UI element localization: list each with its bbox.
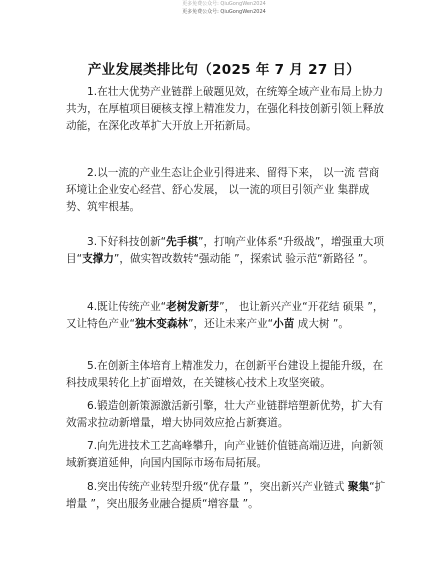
emphasis-text: 小苗 [273, 318, 295, 330]
paragraph-text: 5.在创新主体培育上精准发力，在创新平台建设上提能升级，在科技成果转化上扩面增效，在关键核心技术上攻坚突破。 [66, 360, 384, 389]
paragraph-text: 8.突出传统产业转型升级“优存量 ”，突出新兴产业链式 [87, 481, 348, 493]
emphasis-text: 先手棋 [166, 236, 198, 248]
paragraph-1 [66, 84, 388, 135]
paragraph-7 [66, 438, 388, 472]
paragraph-4 [66, 299, 388, 333]
paragraph-text: ”，做实智改数转“强动能 ”，探索试 验示范“新路径 ”。 [113, 253, 374, 265]
paragraph-2 [66, 165, 388, 216]
paragraph-text: 成大树 ”。 [294, 318, 349, 330]
paragraph-text: 7.向先进技术工艺高峰攀升，向产业链价值链高端迈进，向新领域新赛道延伸，向国内国际市场布局拓展。 [66, 440, 384, 469]
paragraph-text: 3.下好科技创新“ [87, 236, 167, 248]
emphasis-text: 老树发新芽 [166, 301, 220, 313]
paragraph-5 [66, 358, 388, 392]
page-header [0, 0, 448, 16]
emphasis-text: 支撑力 [82, 253, 114, 265]
header-line-1: 更多免费公众号: QiuGongWen2024 [182, 1, 266, 7]
emphasis-text: 聚集 [347, 481, 370, 493]
paragraph-8 [66, 479, 388, 513]
paragraph-text: 4.既让传统产业“ [87, 301, 167, 313]
paragraph-text: ”， 也让新兴产业“开花结 硕果 ”，又让特色产业“ [66, 301, 384, 330]
paragraph-text: 6.锻造创新策源激活新引擎，壮大产业链群培塑新优势，扩大有效需求拉动新增量，增大协同效应抢占新赛道。 [66, 400, 384, 429]
header-line-2: 更多免费公众号: QiuGongWen2024 [182, 9, 266, 15]
paragraph-text: “扩增量 ”，突出服务业融合提质“增容量 ”。 [66, 481, 386, 510]
emphasis-text: 独木变森林 [135, 318, 189, 330]
paragraph-text: ”，还让未来产业“ [188, 318, 274, 330]
paragraph-3 [66, 234, 388, 268]
paragraph-text: 2.以一流的产业生态让企业引得进来、留得下来， 以一流 营商环境让企业安心经营、舒心发展， 以一流的项目引领产业 集群成势、筑牢根基。 [66, 167, 380, 213]
paragraph-text: ”，打响产业体系“升级战”，增强重大项目“ [66, 236, 384, 265]
paragraph-text: 1.在壮大优势产业链群上破题见效，在统筹全域产业布局上协力共为，在厚植项目硬核支撑上精准发力，在强化科技创新引领上释放动能，在深化改革扩大开放上开拓新局。 [66, 86, 384, 132]
document-title: 产业发展类排比句（2025 年 7 月 27 日） [87, 62, 361, 78]
paragraph-6 [66, 398, 388, 432]
